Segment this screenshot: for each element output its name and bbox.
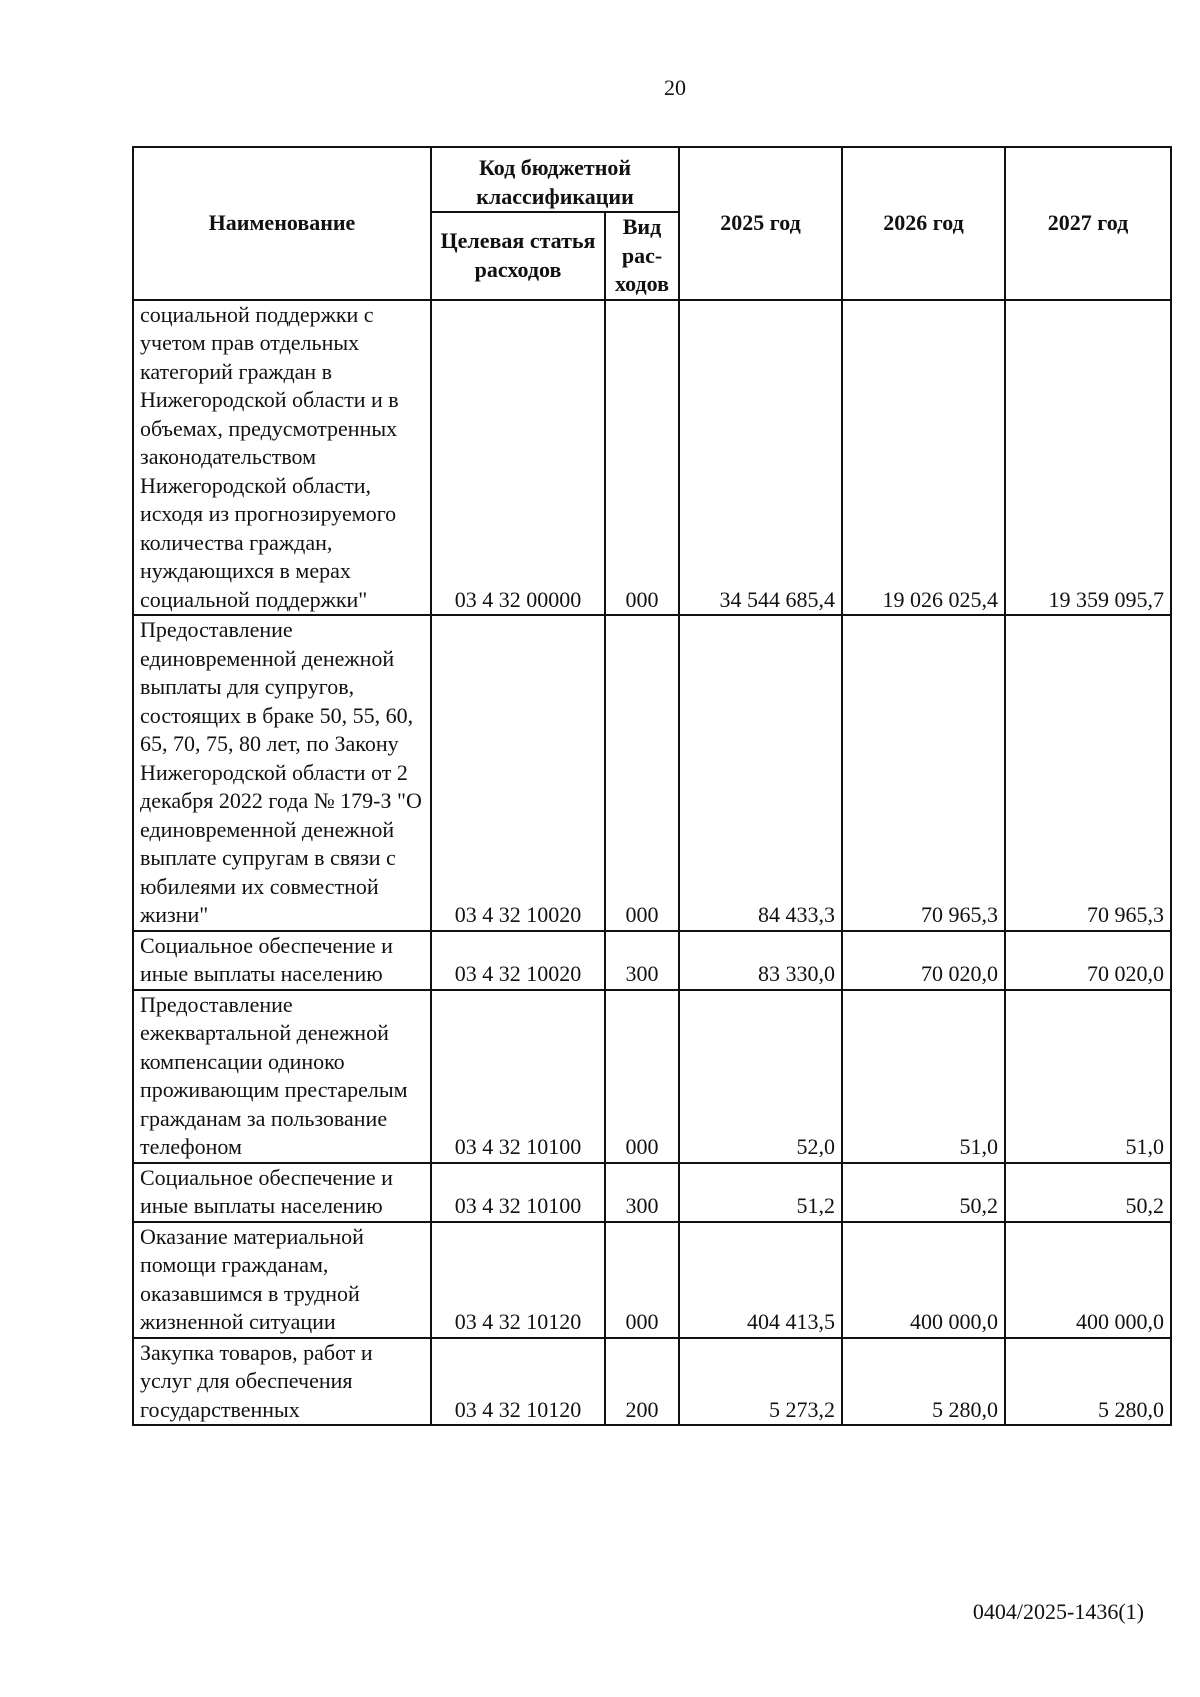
row-amount-2026: 70 020,0 [842, 931, 1005, 990]
row-name: Оказание материальной помощи гражданам, оказавшимся в трудной жизненной ситуации [133, 1222, 431, 1338]
row-expense-type: 000 [605, 300, 679, 616]
row-amount-2027: 5 280,0 [1005, 1338, 1171, 1426]
row-target-article: 03 4 32 00000 [431, 300, 605, 616]
row-expense-type: 200 [605, 1338, 679, 1426]
row-expense-type: 000 [605, 1222, 679, 1338]
row-amount-2027: 70 020,0 [1005, 931, 1171, 990]
header-budget-code-group: Код бюджетной классификации [431, 147, 679, 212]
table-row [133, 1338, 1171, 1426]
row-amount-2025: 404 413,5 [679, 1222, 842, 1338]
row-name: Предоставление ежеквартальной денежной компенсации одиноко проживающим престарелым гражданам за пользование телефоном [133, 990, 431, 1163]
row-amount-2027: 51,0 [1005, 990, 1171, 1163]
budget-table [132, 146, 1172, 1426]
row-amount-2027: 400 000,0 [1005, 1222, 1171, 1338]
table-row [133, 1163, 1171, 1222]
table-row [133, 931, 1171, 990]
table-row [133, 990, 1171, 1163]
row-expense-type: 300 [605, 931, 679, 990]
header-target-article: Целевая статья расходов [431, 212, 605, 300]
row-amount-2026: 70 965,3 [842, 615, 1005, 931]
row-name: Закупка товаров, работ и услуг для обеспечения государственных [133, 1338, 431, 1426]
row-expense-type: 300 [605, 1163, 679, 1222]
header-name: Наименование [133, 147, 431, 300]
row-target-article: 03 4 32 10120 [431, 1338, 605, 1426]
row-amount-2026: 51,0 [842, 990, 1005, 1163]
row-amount-2025: 34 544 685,4 [679, 300, 842, 616]
row-target-article: 03 4 32 10100 [431, 990, 605, 1163]
row-target-article: 03 4 32 10020 [431, 931, 605, 990]
row-amount-2026: 19 026 025,4 [842, 300, 1005, 616]
header-expense-type: Вид рас-ходов [605, 212, 679, 300]
row-amount-2025: 84 433,3 [679, 615, 842, 931]
row-expense-type: 000 [605, 990, 679, 1163]
row-amount-2025: 5 273,2 [679, 1338, 842, 1426]
row-target-article: 03 4 32 10100 [431, 1163, 605, 1222]
table-row [133, 1222, 1171, 1338]
row-name: социальной поддержки с учетом прав отдельных категорий граждан в Нижегородской области и в объемах, предусмотренных законодательством Нижегородской области, исходя из прогнозируемого количества граждан, нуждающихся в мерах социальной поддержки" [133, 300, 431, 616]
row-amount-2026: 50,2 [842, 1163, 1005, 1222]
row-expense-type: 000 [605, 615, 679, 931]
table-row [133, 615, 1171, 931]
row-amount-2026: 400 000,0 [842, 1222, 1005, 1338]
row-amount-2025: 83 330,0 [679, 931, 842, 990]
row-name: Социальное обеспечение и иные выплаты населению [133, 931, 431, 990]
document-registration-code: 0404/2025-1436(1) [972, 1599, 1144, 1624]
row-amount-2025: 52,0 [679, 990, 842, 1163]
header-year-2027: 2027 год [1005, 147, 1171, 300]
row-target-article: 03 4 32 10020 [431, 615, 605, 931]
row-name: Социальное обеспечение и иные выплаты населению [133, 1163, 431, 1222]
header-row-top [133, 147, 1171, 212]
row-amount-2025: 51,2 [679, 1163, 842, 1222]
row-name: Предоставление единовременной денежной выплаты для супругов, состоящих в браке 50, 55, 60, 65, 70, 75, 80 лет, по Закону Нижегородской области от 2 декабря 2022 года № 179-З "О единовременной денежной выплате супругам в связи с юбилеями их совместной жизни" [133, 615, 431, 931]
row-amount-2026: 5 280,0 [842, 1338, 1005, 1426]
row-target-article: 03 4 32 10120 [431, 1222, 605, 1338]
page-number: 20 [664, 75, 686, 100]
header-year-2025: 2025 год [679, 147, 842, 300]
row-amount-2027: 70 965,3 [1005, 615, 1171, 931]
row-amount-2027: 19 359 095,7 [1005, 300, 1171, 616]
header-year-2026: 2026 год [842, 147, 1005, 300]
row-amount-2027: 50,2 [1005, 1163, 1171, 1222]
table-row [133, 300, 1171, 616]
